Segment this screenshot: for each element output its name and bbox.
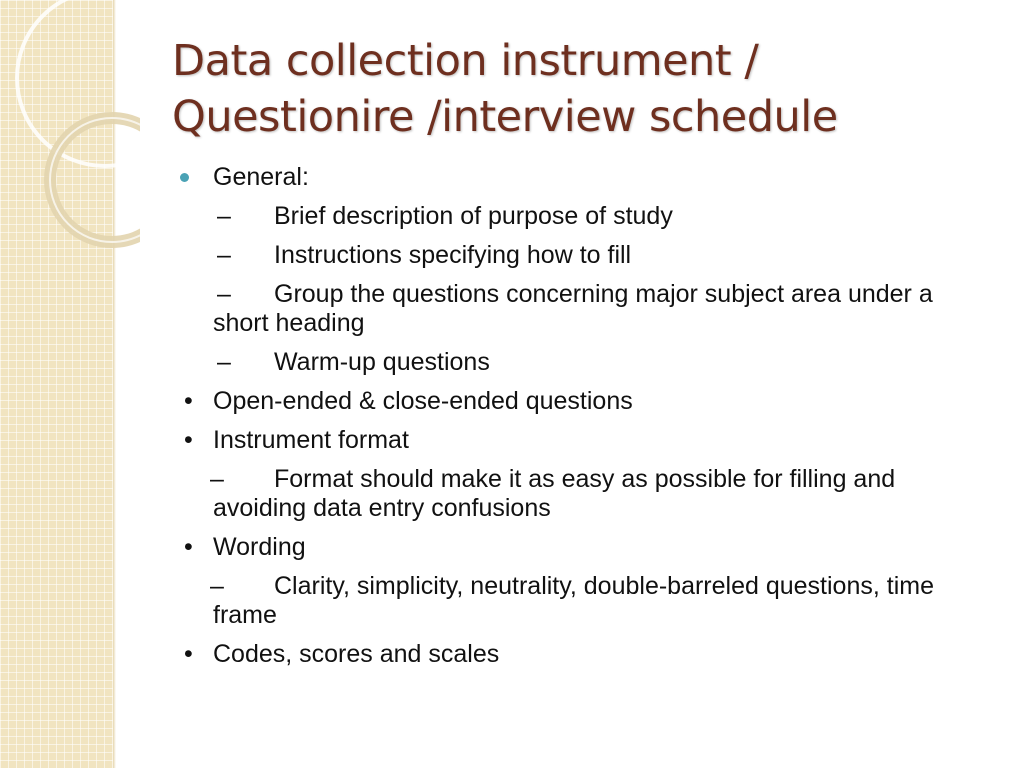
- list-item-text: Clarity, simplicity, neutrality, double-barreled questions, time frame: [213, 572, 934, 629]
- list-item-text: Warm-up questions: [274, 348, 490, 376]
- list-item: [172, 163, 992, 192]
- bullet-marker: •: [184, 533, 193, 561]
- list-item-text: Brief description of purpose of study: [274, 202, 673, 230]
- dash-marker: –: [217, 202, 231, 230]
- list-item-text: Open-ended & close-ended questions: [213, 387, 633, 415]
- list-item-text: Group the questions concerning major subject area under a short heading: [213, 280, 933, 337]
- list-item-text: Codes, scores and scales: [213, 640, 500, 668]
- bullet-marker: •: [184, 426, 193, 454]
- title-line-2: Questionire /interview schedule: [172, 92, 838, 142]
- list-item: [172, 465, 992, 523]
- list-item: [172, 572, 992, 630]
- dash-marker: –: [217, 280, 231, 308]
- decorative-circles: [0, 0, 140, 260]
- list-item: [172, 387, 992, 416]
- list-item: [172, 280, 992, 338]
- bullet-dot-icon: [180, 173, 189, 182]
- list-item-text: Wording: [213, 533, 306, 561]
- list-item: [172, 241, 992, 270]
- small-circle-ring: [50, 118, 140, 242]
- dash-marker: –: [217, 241, 231, 269]
- list-item: [172, 533, 992, 562]
- slide-title: [172, 33, 992, 145]
- list-item: [172, 640, 992, 669]
- list-item-text: Instructions specifying how to fill: [274, 241, 632, 269]
- list-item: [172, 426, 992, 455]
- bullet-marker: •: [184, 387, 193, 415]
- dash-marker: –: [210, 465, 224, 493]
- bullet-marker: •: [184, 640, 193, 668]
- list-item: [172, 348, 992, 377]
- large-circle-ring: [17, 0, 140, 166]
- list-item: [172, 202, 992, 231]
- dash-marker: –: [217, 348, 231, 376]
- title-line-1: Data collection instrument /: [172, 36, 759, 86]
- dash-marker: –: [210, 572, 224, 600]
- list-item-text: Format should make it as easy as possible for filling and avoiding data entry confusions: [213, 465, 896, 522]
- list-item-text: Instrument format: [213, 426, 409, 454]
- bullet-list: [172, 163, 992, 679]
- list-item-text: General:: [213, 163, 309, 191]
